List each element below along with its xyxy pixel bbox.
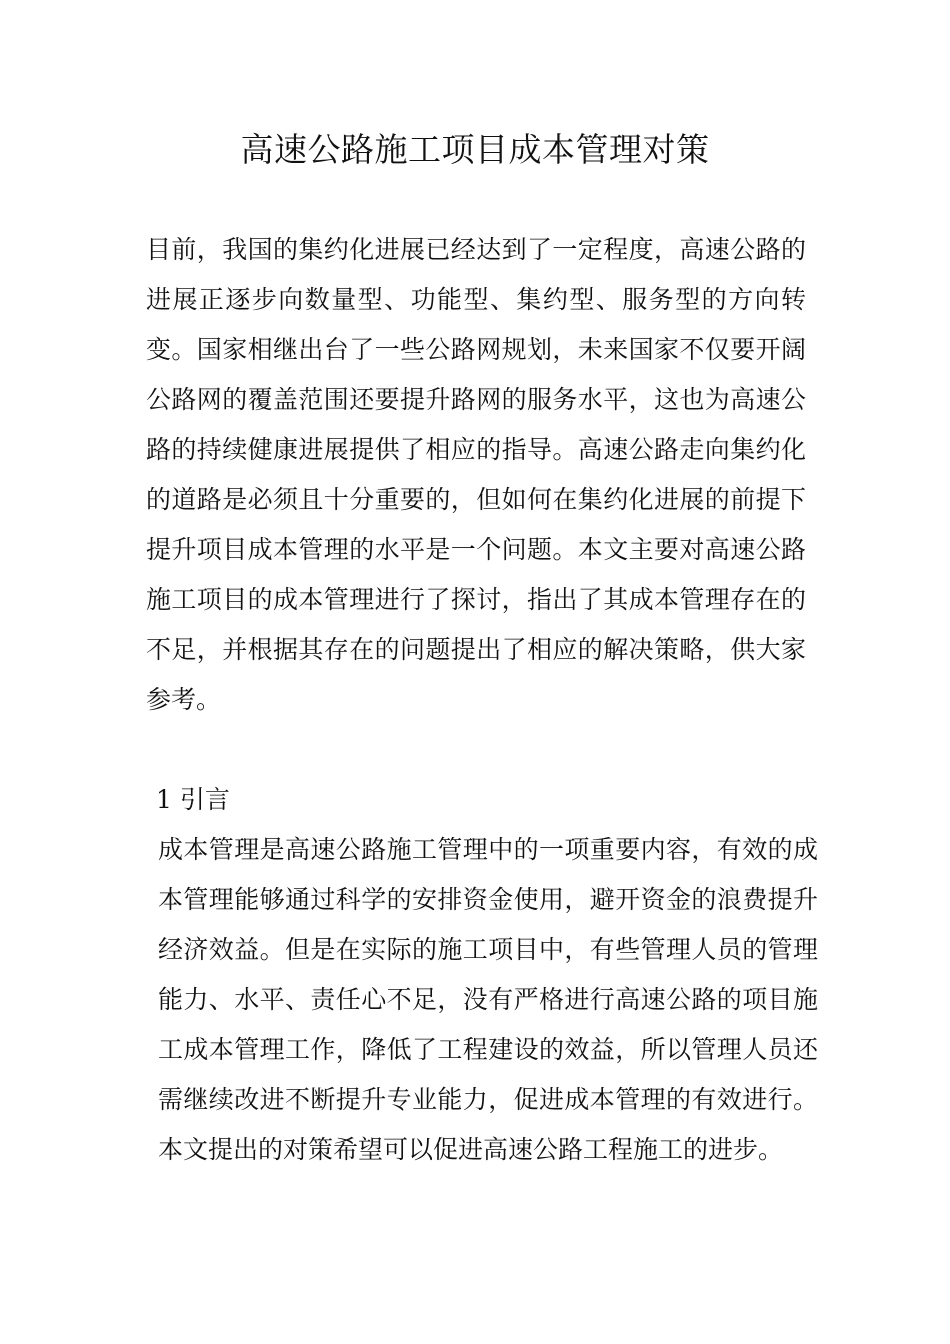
section-body-paragraph: 成本管理是高速公路施工管理中的一项重要内容，有效的成本管理能够通过科学的安排资金使用，避开资金的浪费提升经济效益。但是在实际的施工项目中，有些管理人员的管理能力、水平、责任心不足，没有严格进行高速公路的项目施工成本管理工作，降低了工程建设的效益，所以管理人员还需继续改进不断提升专业能力，促进成本管理的有效进行。本文提出的对策希望可以促进高速公路工程施工的进步。 [158,835,818,1164]
section-heading: 1 引言 [156,785,230,814]
abstract-paragraph: 目前，我国的集约化进展已经达到了一定程度，高速公路的进展正逐步向数量型、功能型、集约型、服务型的方向转变。国家相继出台了一些公路网规划，未来国家不仅要开阔公路网的覆盖范围还要提升路网的服务水平，这也为高速公路的持续健康进展提供了相应的指导。高速公路走向集约化的道路是必须且十分重要的，但如何在集约化进展的前提下提升项目成本管理的水平是一个问题。本文主要对高速公路施工项目的成本管理进行了探讨，指出了其成本管理存在的不足，并根据其存在的问题提出了相应的解决策略，供大家参考。 [146,235,806,714]
document-title: 高速公路施工项目成本管理对策 [240,130,710,169]
